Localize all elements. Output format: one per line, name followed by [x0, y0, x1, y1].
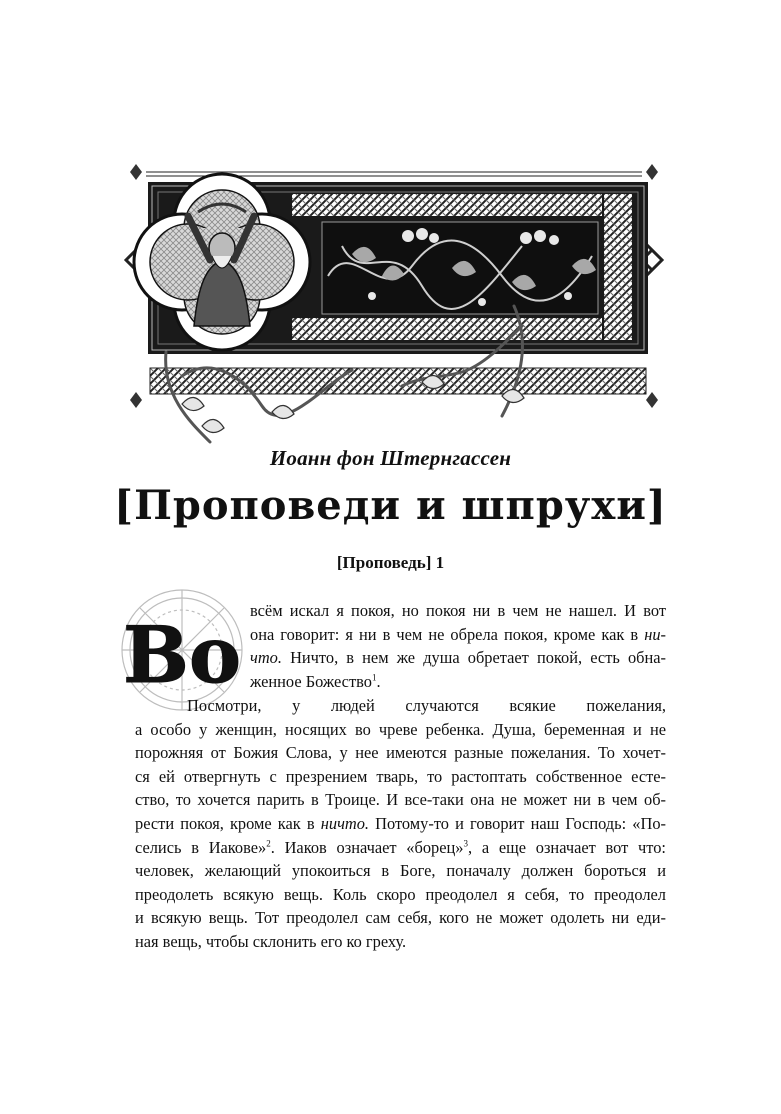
- dropcap-letters: Во: [123, 610, 241, 701]
- text-line: и всякую вещь. Тот преодолел сам себя, кого не может одолеть ни еди-: [135, 908, 666, 928]
- text-line: ная вещь, чтобы склонить его ко греху.: [135, 931, 407, 951]
- text-line: человек, желающий упокоиться в Боге, поначалу должен бороться и: [135, 861, 666, 881]
- text-line: она говорит: я ни в чем не обрела покоя, кроме как в ни-: [250, 624, 666, 644]
- footnote-ref[interactable]: 3: [463, 838, 468, 849]
- paragraph-2: [135, 694, 666, 954]
- text-line: а особо у женщин, носящих во чреве ребенка. Душа, беременная и не: [135, 719, 666, 739]
- text-line: рести покоя, кроме как в ничто. Потому-то и говорит наш Господь: «По-: [135, 813, 666, 833]
- paragraph-1: [250, 599, 666, 693]
- footnote-ref[interactable]: 1: [371, 672, 377, 683]
- ornamental-headpiece: [122, 156, 666, 460]
- footnote-ref[interactable]: 2: [266, 838, 271, 849]
- sermon-heading: [Проповедь] 1: [336, 553, 445, 572]
- page-title: [Проповеди и шпрухи]: [114, 482, 667, 529]
- text-line: порожняя от Божия Слова, у нее имеются разные пожелания. То хочет-: [135, 743, 666, 763]
- text-line: Посмотри, у людей случаются всякие пожелания,: [187, 696, 666, 715]
- text-line: всём искал я покоя, но покоя ни в чем не нашел. И вот: [250, 601, 666, 620]
- text-line: ся ей отвергнуть с презрением тварь, то растоптать собственное есте-: [135, 766, 666, 786]
- text-line: женное Божество$^1$.: [250, 671, 381, 691]
- text-line: селись в Иакове»$^2$. Иаков означает «борец»$^3$, а еще означает вот что:: [135, 837, 666, 857]
- text-line: преодолеть всякую вещь. Коль скоро преодолел я себя, то преодолел: [135, 884, 666, 904]
- text-line: ство, то хочется парить в Троице. И все-таки она не может ни в чем об-: [135, 790, 666, 810]
- text-line: что. Ничто, в нем же душа обретает покой, есть обна-: [250, 648, 666, 668]
- author-name: Иоанн фон Штернгассен: [269, 446, 512, 470]
